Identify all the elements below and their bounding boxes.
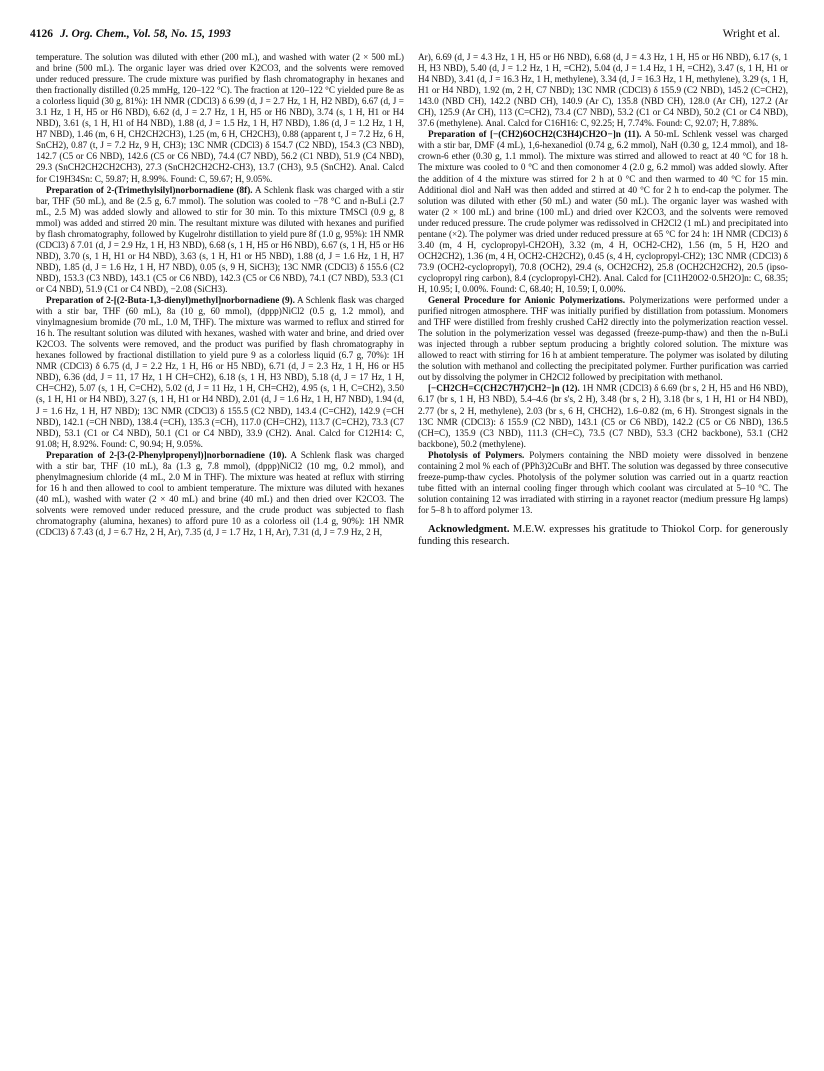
acknowledgment-heading: Acknowledgment. — [428, 523, 510, 535]
paragraph: Preparation of 2-[3-(2-Phenylpropenyl)]norbornadiene (10). A Schlenk flask was charged with a stir bar, THF (10 mL), 8a (1.3 g, 7.8 mmol), (dppp)NiCl2 (10 mg, 0.2 mmol), and phenylmagnesium chloride (4 mL, 2.0 M in THF). The mixture was heated at reflux with stirring for 16 h and then allowed to cool to ambient temperature. The mixture was diluted with hexanes (40 mL), washed with water (2 × 40 mL) and brine (40 mL) and then dried over K2CO3. The solvents were removed under reduced pressure, and the crude product was subjected to flash chromatography (alumina, hexanes) to afford pure 10 as a colorless oil (1.4 g, 90%): 1H NMR (CDCl3) δ 7.43 (d, J = 6.7 Hz, 2 H, Ar), 7.35 (d, J = 1.7 Hz, 1 H, Ar), 7.31 (d, J = 7.9 Hz, 2 H, — [36, 449, 404, 538]
section-heading: General Procedure for Anionic Polymerizations. — [428, 295, 626, 306]
section-heading: Preparation of 2-[3-(2-Phenylpropenyl)]norbornadiene (10). — [46, 449, 287, 460]
section-heading: Preparation of 2-[(2-Buta-1,3-dienyl)methyl]norbornadiene (9). — [46, 295, 295, 306]
paragraph: Ar), 6.69 (d, J = 4.3 Hz, 1 H, H5 or H6 NBD), 6.68 (d, J = 4.3 Hz, 1 H, H5 or H6 NBD), 6.17 (s, 1 H, H3 NBD), 5.40 (d, J = 1.2 Hz, 1 H, =CH2), 5.04 (d, J = 1.4 Hz, 1 H, =CH2), 3.47 (s, 1 H, H1 or H4 NBD), 3.41 (d, J = 16.3 Hz, 1 H, methylene), 3.34 (d, J = 16.3 Hz, 1 H, methylene), 3.29 (s, 1 H, H1 or H4 NBD), 1.92 (m, 2 H, C7 NBD); 13C NMR (CDCl3) δ 155.9 (C2 NBD), 145.2 (C=CH2), 143.0 (NBD CH), 142.2 (NBD CH), 140.9 (Ar C), 135.8 (NBD CH), 128.0 (Ar CH), 127.2 (Ar CH), 125.9 (Ar CH), 113 (C=CH2), 73.4 (C7 NBD), 53.2 (C1 or C4 NBD), 50.2 (C1 or C4 NBD), 37.6 (methylene). Anal. Calcd for C16H16: C, 92.25; H, 7.74%. Found: C, 92.07; H, 7.88%. — [418, 52, 788, 129]
acknowledgment: Acknowledgment. M.E.W. expresses his gratitude to Thiokol Corp. for generously funding this research. — [418, 523, 788, 548]
section-heading: [−CH2CH=C(CH2C7H7)CH2−]n (12). — [428, 383, 580, 394]
paragraph: Preparation of [−(CH2)6OCH2(C3H4)CH2O−]n (11). A 50-mL Schlenk vessel was charged with a stir bar, DMF (4 mL), 1,6-hexanediol (0.74 g, 6.2 mmol), NaH (0.30 g, 12.4 mmol), and 18-crown-6 ether (0.30 g, 1.1 mmol). The mixture was stirred and allowed to react at 40 °C for 18 h. The mixture was cooled to 0 °C and then comonomer 4 (2.0 g, 6.2 mmol) was added slowly. After the addition of 4 the mixture was stirred for 2 h at 0 °C and then warmed to 40 °C for 15 min. Additional diol and NaH was then added and stirred at 40 °C for 2 h to end-cap the polymer. The solution was diluted with ether (50 mL) and water (50 mL). The organic layer was washed with water (2 × 100 mL) and brine (100 mL) and dried over K2CO3, and the solvents were removed under reduced pressure. The crude polymer was redissolved in CH2Cl2 (1 mL) and precipitated into pentane (×2). The polymer was dried under reduced pressure at 65 °C for 24 h: 1H NMR (CDCl3) δ 3.40 (m, 4 H, cyclopropyl-CH2OH), 3.32 (m, 4 H, OCH2-CH2), 1.56 (m, 5 H, H2O and OCH2CH2), 1.36 (m, 4 H, OCH2-CH2CH2), 0.45 (s, 4 H, cyclopropyl-CH2); 13C NMR (CDCl3) δ 73.9 (OCH2-cyclopropyl), 70.8 (OCH2), 29.4 (s, OCH2CH2), 25.8 (OCH2CH2CH2), 20.5 (ipso-cyclopropyl ring carbon), 8.4 (cyclopropyl-CH2). Anal. Calcd for [C11H20O2·0.5H2O]n: C, 68.35; H, 10.95; I, 0.00%. Found: C, 68.40; H, 10.59; I, 0.00%. — [418, 129, 788, 294]
left-column — [36, 52, 404, 538]
journal-citation: J. Org. Chem., Vol. 58, No. 15, 1993 — [60, 28, 231, 40]
paragraph: Preparation of 2-(Trimethylsilyl)norbornadiene (8f). A Schlenk flask was charged with a stir bar, THF (50 mL), and 8e (2.5 g, 6.7 mmol). The solution was cooled to −78 °C and n-BuLi (2.7 mL, 2.5 M) was added slowly and allowed to stir for 30 min. To this mixture TMSCl (0.9 g, 8 mmol) was added and stirred 20 min. The resultant mixture was diluted with hexanes and purified by flash chromatography, followed by Kugelrohr distillation to yield pure 8f (1.0 g, 95%): 1H NMR (CDCl3) δ 7.01 (d, J = 2.9 Hz, 1 H, H3 NBD), 6.68 (s, 1 H, H5 or H6 NBD), 6.67 (s, 1 H, H5 or H6 NBD), 3.70 (s, 1 H, H1 or H4 NBD), 3.63 (s, 1 H, H1 or H5 NBD), 1.88 (d, J = 1.6 Hz, 1 H, H7 NBD), 1.85 (d, J = 1.6 Hz, 1 H, H7 NBD), 0.05 (s, 9 H, SiCH3); 13C NMR (CDCl3) δ 155.6 (C2 NBD), 153.3 (C3 NBD), 143.1 (C5 or C6 NBD), 142.3 (C5 or C6 NBD), 74.1 (C7 NBD), 53.3 (C1 or C4 NBD), 51.9 (C1 or C4 NBD), −2.08 (SiCH3). — [36, 184, 404, 294]
page-number: 4126 — [30, 28, 53, 40]
paragraph: [−CH2CH=C(CH2C7H7)CH2−]n (12). 1H NMR (CDCl3) δ 6.69 (br s, 2 H, H5 and H6 NBD), 6.17 (br s, 1 H, H3 NBD), 5.4–4.6 (br s's, 2 H), 3.48 (br s, 2 H), 3.18 (br s, 1 H, H1 or H4 NBD), 2.77 (br s, 2 H, methylene), 2.03 (br s, 6 H, CHCH2), 1.6–0.82 (m, 6 H). Strongest signals in the 13C NMR (CDCl3): δ 155.9 (C2 NBD), 143.1 (C5 or C6 NBD), 142.2 (C5 or C6 NBD), 136.5 (CH=C), 135.9 (C3 NBD), 111.3 (CH=C), 73.5 (C7 NBD), 53.3 (CH2 backbone), 53.1 (CH2 backbone), 50.2 (methylene). — [418, 383, 789, 449]
section-heading: Photolysis of Polymers. — [428, 449, 525, 460]
running-author: Wright et al. — [722, 28, 780, 40]
paragraph: Preparation of 2-[(2-Buta-1,3-dienyl)methyl]norbornadiene (9). A Schlenk flask was charged with a stir bar, THF (60 mL), 8a (10 g, 60 mmol), (dppp)NiCl2 (0.5 g, 1.2 mmol), and vinylmagnesium bromide (70 mL, 1.0 M, THF). The mixture was warmed to reflux and stirred for 16 h. The resultant solution was diluted with hexanes, washed with water and brine, and dried over K2CO3. The solvents were removed, and the product was purified by flash chromatography in hexanes followed by fractional distillation to yield pure 9 as a colorless liquid (6.7 g, 70%): 1H NMR (CDCl3) δ 6.75 (d, J = 2.2 Hz, 1 H, H6 or H5 NBD), 6.71 (d, J = 2.3 Hz, 1 H, H6 or H5 NBD), 6.36 (dd, J = 11, 17 Hz, 1 H CH=CH2), 6.18 (s, 1 H, H3 NBD), 5.18 (d, J = 17 Hz, 1 H, CH=CH2), 5.07 (s, 1 H, C=CH2), 5.02 (d, J = 11 Hz, 1 H, CH=CH2), 4.95 (s, 1 H, C=CH2), 3.50 (s, 1 H, H1 or H4 NBD), 3.27 (s, 1 H, H1 or H4 NBD), 2.01 (d, J = 1.6 Hz, 1 H, H7 NBD), 1.94 (d, J = 1.6 Hz, 1 H, H7 NBD); 13C NMR (CDCl3) δ 155.5 (C2 NBD), 143.4 (C=CH2), 142.9 (=CH NBD), 142.1 (=CH NBD), 138.4 (=CH), 135.3 (=CH), 117.0 (CH=CH2), 113.7 (C=CH2), 73.3 (C7 NBD), 53.1 (C1 or C4 NBD), 50.1 (C1 or C4 NBD), 33.9 (CH2). Anal. Calcd for C12H14: C, 91.08; H, 8.92%. Found: C, 90.94; H, 9.05%. — [36, 295, 404, 449]
running-header — [30, 28, 780, 46]
section-heading: Preparation of [−(CH2)6OCH2(C3H4)CH2O−]n (11). — [428, 129, 642, 140]
paragraph: temperature. The solution was diluted with ether (200 mL), and washed with water (2 × 500 mL) and brine (500 mL). The organic layer was dried over K2CO3, and the solvents were removed under reduced pressure. The crude mixture was purified by flash chromatography in hexanes and then fractionally distilled (0.25 mmHg, 120–122 °C). The fraction at 120–122 °C yielded pure 8e as a colorless liquid (30 g, 81%): 1H NMR (CDCl3) δ 6.99 (d, J = 2.7 Hz, 1 H, H2 NBD), 6.67 (d, J = 3.1 Hz, 1 H, H5 or H6 NBD), 6.62 (d, J = 2.7 Hz, 1 H, H5 or H6 NBD), 3.74 (s, 1 H, H1 or H4 NBD), 3.61 (s, 1 H, H1 of H4 NBD), 1.88 (d, J = 1.5 Hz, 1 H, H7 NBD), 1.86 (d, J = 1.2 Hz, 1 H, H7 NBD), 1.46 (m, 6 H, CH2CH2CH3), 1.25 (m, 6 H, CH2CH3), 0.88 (apparent t, J = 7.2 Hz, 6 H, SnCH2), 0.87 (t, J = 7.2 Hz, 9 H, CH3); 13C NMR (CDCl3) δ 154.7 (C2 NBD), 154.3 (C3 NBD), 142.7 (C5 or C6 NBD), 142.6 (C5 or C6 NBD), 74.4 (C7 NBD), 56.2 (C1 NBD), 51.9 (C4 NBD), 29.3 (SnCH2CH2CH2CH3), 27.3 (SnCH2CH2CH2-CH3), 13.7 (CH3), 9.5 (SnCH2). Anal. Calcd for C19H34Sn: C, 59.87; H, 8.99%. Found: C, 59.67; H, 9.05%. — [36, 52, 404, 184]
paragraph: General Procedure for Anionic Polymerizations. Polymerizations were performed under a purified nitrogen atmosphere. THF was initially purified by distillation from potassium. Monomers and THF were distilled from freshly crushed CaH2 directly into the polymerization reaction vessel. The solution in the polymerization vessel was degassed (freeze-pump-thaw) and then the n-BuLi was injected through a rubber septum producing a brightly colored solution. The mixture was allowed to react with stirring for 16 h at ambient temperature. The polymer was isolated by diluting the solution with methanol and collecting the precipitated polymer. Further purification was carried out by dissolving the polymer in CH2Cl2 followed by precipitation with methanol. — [418, 295, 788, 383]
paragraph: Photolysis of Polymers. Polymers containing the NBD moiety were dissolved in benzene containing 2 mol % each of (PPh3)2CuBr and BHT. The solution was degassed by three consecutive freeze-pump-thaw cycles. Photolysis of the polymer solution was carried out in a quartz reaction tube fitted with an internal cooling finger through which coolant was circulated at 5–10 °C. The solution containing 12 was irradiated with stirring in a rayonet reactor (medium pressure Hg lamps) for 5–8 h to afford polymer 13. — [418, 449, 788, 515]
section-heading: Preparation of 2-(Trimethylsilyl)norbornadiene (8f). — [46, 184, 253, 195]
right-column — [418, 52, 788, 549]
